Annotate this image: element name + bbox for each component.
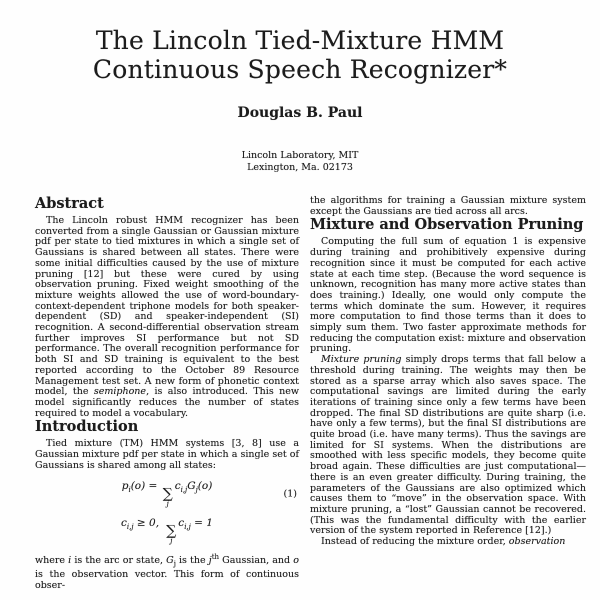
eq2-relation: ≥ 0,: [133, 517, 165, 530]
two-column-body: [35, 196, 586, 592]
abstract-text-2: , is also introduced. This new model significantly reduces the number of states required to model a vocabulary.: [35, 386, 299, 419]
paper-header: [0, 0, 600, 173]
eq2-tail: = 1: [190, 517, 213, 530]
affiliation: [0, 150, 600, 173]
mixture-pruning-italic: Mixture pruning: [321, 354, 402, 366]
introduction-heading: Introduction: [35, 418, 139, 436]
paper-title: [0, 0, 600, 84]
observation-italic: observation: [508, 536, 566, 548]
eq1-coef: c: [174, 480, 181, 493]
right-column: [310, 196, 586, 592]
equation-1-body: [122, 480, 213, 508]
pruning-paragraph-1: Computing the full sum of equation 1 is expensive during training and prohibitively expensive during recognition since it must be computed for each active state at each time step. (Because the word sequence is unknown, recognition has many more active states than does training.) Ideally, one would only compute the terms which dominate the sum. However, it requires more computation to find those terms than it does to simply sum them. Two faster approximate methods for reducing the computation exist: mixture and observation pruning.: [310, 236, 586, 355]
where-var-i: i: [68, 555, 72, 567]
introduction-paragraph: Tied mixture (TM) HMM systems [3, 8] use a Gaussian mixture pdf per state in which a single set of Gaussians is shared among all states:: [35, 438, 299, 471]
eq1-var-sub: i: [128, 486, 131, 495]
abstract-text-1: The Lincoln robust HMM recognizer has been converted from a single Gaussian or Gaussian mixture pdf per state to tied mixtures in which a single set of Gaussians is shared between all states. There were some initial difficulties caused by the use of mixture pruning [12] but these were cured by using observation pruning. Fixed weight smoothing of the mixture weights allowed the use of word-boundary-context-dependent triphone models for both speaker-dependent (SD) and speaker-independent (SI) recognition. A second-differential observation stream further improves SI performance but not SD performance. The overall recognition performance for both SI and SD training is equivalent to the best reported according to the October 89 Resource Management test set. A new form of phonetic context model, the: [35, 215, 299, 398]
affiliation-line-1: Lincoln Laboratory, MIT: [241, 150, 359, 161]
abstract-italic-term: semiphone: [93, 386, 147, 398]
pruning-paragraph-3-text: Instead of reducing the mixture order,: [321, 536, 509, 548]
where-var-G-sub: j: [173, 560, 176, 569]
eq2-coef2-sub: i,j: [184, 523, 191, 532]
summation-symbol-2: [166, 525, 176, 545]
continuation-paragraph: the algorithms for training a Gaussian mixture system except the Gaussians are tied across all arcs.: [310, 195, 586, 217]
where-text-5: is the observation vector. This form of continuous obser-: [35, 569, 299, 591]
eq2-coef-sub: i,j: [126, 523, 134, 532]
where-var-G: G: [166, 555, 174, 567]
title-line-2: Continuous Speech Recognizer*: [92, 55, 508, 84]
title-line-1: The Lincoln Tied-Mixture HMM: [95, 26, 505, 55]
where-text-4: Gaussian, and: [219, 555, 294, 567]
pruning-paragraph-2-text: simply drops terms that fall below a threshold during training. The weights may then be stored as a sparse array which also saves space. The computational savings are limited during the early iterations of training since only a few terms have been dropped. The final SD distributions are quite sharp (i.e. have only a few terms), but the final SI distributions are quite broad (i.e. have many terms). Thus the savings are limited for SI systems. When the distributions are smoothed with less specific models, they become quite broad again. These difficulties are just computational—there is an even greater difficulty. During training, the parameters of the Gaussians are also optimized which causes them to “move” in the observation space. With mixture pruning, a “lost” Gaussian cannot be recovered. (This was the fundamental difficulty with the earlier version of the system reported in Reference [12].): [310, 354, 586, 537]
author-name: Douglas B. Paul: [237, 105, 363, 121]
equation-2-body: [121, 517, 213, 545]
eq2-coef2: c: [178, 517, 185, 530]
equation-2: [35, 517, 299, 545]
where-text-1: where: [35, 555, 69, 567]
eq1-var: p: [121, 480, 129, 493]
equation-1-number: (1): [283, 488, 297, 500]
eq1-gaussian: G: [187, 480, 196, 493]
sigma-glyph-2: ∑: [166, 523, 177, 540]
sigma-index: j: [166, 500, 169, 509]
where-paragraph: [35, 552, 299, 591]
where-ordinal-sup: th: [211, 553, 220, 562]
where-text-3: is the: [175, 555, 209, 567]
affiliation-line-2: Lexington, Ma. 02173: [247, 161, 353, 173]
where-var-j: j: [208, 555, 212, 567]
eq1-coef-sub: i,j: [180, 486, 188, 495]
eq1-arg: (o) =: [130, 480, 161, 493]
eq1-gaussian-sub: j: [195, 486, 198, 495]
where-text-2: is the arc or state,: [71, 555, 167, 567]
equation-1: [35, 480, 299, 508]
abstract-paragraph: [35, 216, 299, 419]
where-var-o: o: [293, 555, 299, 567]
pruning-paragraph-2: [310, 355, 586, 537]
sigma-index-2: j: [170, 537, 173, 546]
abstract-heading: Abstract: [35, 195, 104, 212]
eq1-arg2: (o): [197, 480, 213, 493]
pruning-section-heading: Mixture and Observation Pruning: [310, 216, 584, 234]
summation-symbol: [163, 488, 173, 508]
sigma-glyph: ∑: [162, 486, 173, 503]
pruning-paragraph-3: [310, 537, 586, 548]
eq2-coef: c: [121, 517, 127, 530]
left-column: [35, 196, 299, 592]
